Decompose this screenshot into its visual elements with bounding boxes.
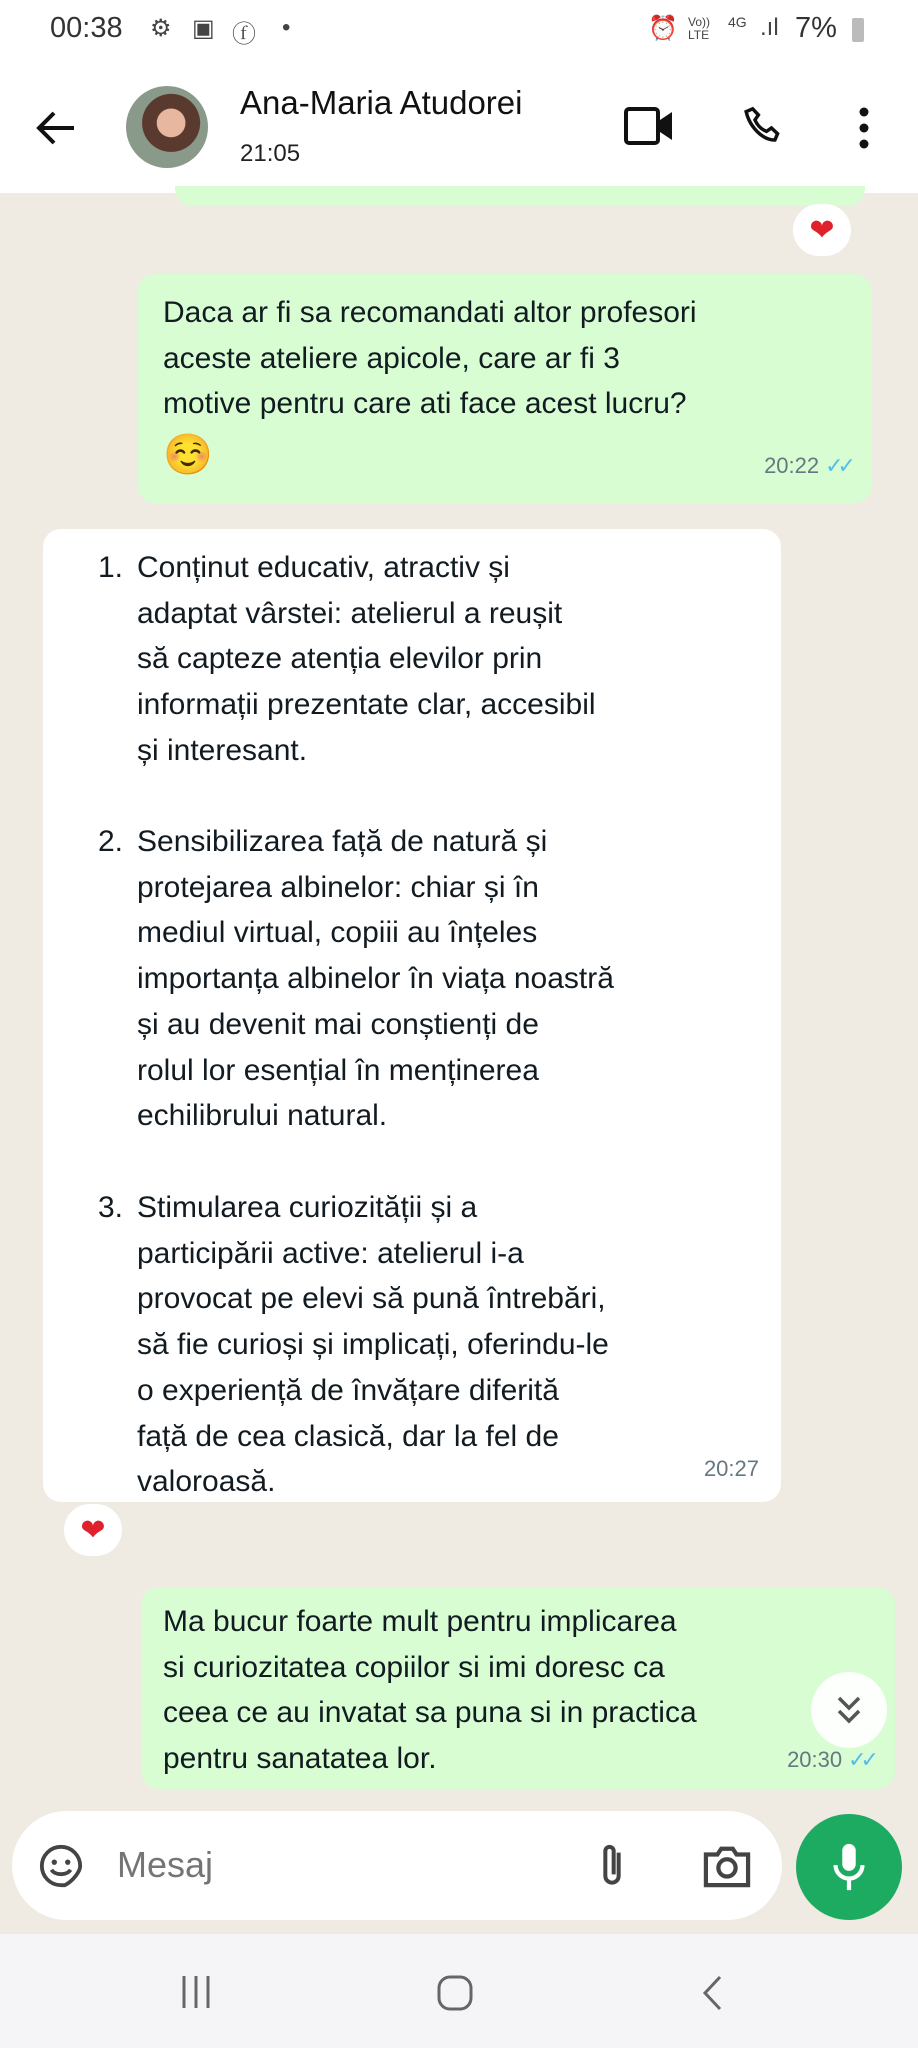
- scroll-to-bottom-button[interactable]: [811, 1672, 887, 1748]
- back-nav-icon[interactable]: [700, 1974, 724, 2012]
- message-line: adaptat vârstei: atelierul a reușit: [137, 596, 563, 630]
- message-line: echilibrului natural.: [137, 1099, 388, 1133]
- read-ticks-icon: ✓✓: [825, 453, 850, 479]
- signal-icon: .ıl: [760, 14, 779, 41]
- message-line: si curiozitatea copiilor si imi doresc ca: [163, 1650, 665, 1684]
- message-line: Stimularea curiozității și a: [137, 1191, 478, 1224]
- voice-record-button[interactable]: [796, 1814, 902, 1920]
- last-seen: 21:05: [240, 140, 301, 167]
- message-line: Sensibilizarea față de natură și: [137, 825, 548, 858]
- message-time: 20:22: [764, 453, 820, 479]
- message-input[interactable]: [117, 1839, 567, 1891]
- message-line: și interesant.: [137, 733, 308, 767]
- list-number: 2.: [98, 825, 124, 858]
- network-type: 4G: [728, 14, 747, 30]
- sticker-emoji-icon[interactable]: [38, 1843, 84, 1889]
- avatar[interactable]: [126, 86, 208, 168]
- contact-name[interactable]: Ana-Maria Atudorei: [240, 84, 523, 121]
- list-number: 1.: [98, 551, 124, 584]
- message-line: rolul lor esențial în menținerea: [137, 1053, 539, 1087]
- recent-apps-icon[interactable]: [178, 1974, 214, 2010]
- chat-header: [0, 62, 918, 193]
- message-line: aceste ateliere apicole, care ar fi 3: [163, 341, 620, 375]
- message-line: pentru sanatatea lor.: [163, 1742, 437, 1776]
- system-navigation-bar: [0, 1934, 918, 2048]
- heart-icon: ❤: [809, 213, 835, 247]
- microphone-icon: [831, 1842, 867, 1892]
- message-line: mediul virtual, copiii au înțeles: [137, 916, 538, 950]
- facebook-icon: ⓕ: [232, 21, 256, 48]
- message-line: să capteze atenția elevilor prin: [137, 642, 543, 676]
- message-line: ceea ce au invatat sa puna si in practica: [163, 1696, 697, 1730]
- message-line: importanța albinelor în viața noastră: [137, 962, 614, 996]
- reaction-heart[interactable]: [793, 204, 851, 256]
- smile-emoji: ☺️: [163, 433, 213, 478]
- battery-level: 7%: [795, 12, 837, 44]
- message-meta: [764, 443, 850, 489]
- dot-icon: •: [282, 14, 291, 41]
- volte-indicator: Vo)) LTE: [688, 15, 711, 42]
- attach-paperclip-icon[interactable]: [595, 1841, 629, 1891]
- status-bar: [0, 0, 918, 62]
- more-options-icon[interactable]: [857, 106, 871, 150]
- camera-icon[interactable]: [702, 1843, 752, 1889]
- message-line: protejarea albinelor: chiar și în: [137, 870, 539, 904]
- video-call-icon[interactable]: [623, 106, 675, 146]
- message-line: participării active: atelierul i-a: [137, 1236, 524, 1270]
- message-line: Daca ar fi sa recomandati altor profesori: [163, 296, 697, 329]
- read-ticks-icon: ✓✓: [848, 1747, 873, 1773]
- list-number: 3.: [98, 1191, 124, 1224]
- message-bubble-received[interactable]: [43, 529, 781, 1502]
- message-line: față de cea clasică, dar la fel de: [137, 1419, 559, 1453]
- alarm-icon: ⏰: [648, 15, 678, 42]
- previous-message-bubble: [175, 186, 865, 206]
- battery-icon: [852, 18, 864, 42]
- message-line: Ma bucur foarte mult pentru implicarea: [163, 1605, 677, 1638]
- voice-call-icon[interactable]: [740, 104, 786, 150]
- message-line: Conținut educativ, atractiv și: [137, 551, 510, 584]
- message-line: informații prezentate clar, accesibil: [137, 688, 596, 722]
- settings-icon: ⚙: [150, 15, 172, 42]
- message-line: provocat pe elevi să pună întrebări,: [137, 1282, 606, 1316]
- message-bubble-sent[interactable]: [141, 1587, 895, 1789]
- double-chevron-down-icon: [834, 1693, 864, 1727]
- heart-icon: ❤: [80, 1513, 106, 1547]
- message-time: 20:27: [703, 1456, 759, 1482]
- message-line: o experiență de învățare diferită: [137, 1373, 559, 1407]
- home-icon[interactable]: [436, 1974, 474, 2012]
- message-line: valoroasă.: [137, 1465, 276, 1499]
- message-line: să fie curioși și implicați, oferindu-le: [137, 1328, 609, 1362]
- gallery-icon: ▣: [192, 15, 215, 42]
- message-line: și au devenit mai conștienți de: [137, 1007, 539, 1041]
- status-time: 00:38: [50, 12, 123, 44]
- back-arrow-icon[interactable]: [34, 108, 78, 148]
- reaction-heart[interactable]: [64, 1504, 122, 1556]
- message-time: 20:30: [787, 1747, 843, 1773]
- message-bubble-sent[interactable]: [137, 274, 872, 503]
- message-input-bar: [12, 1811, 782, 1920]
- message-line: motive pentru care ati face acest lucru?: [163, 387, 687, 421]
